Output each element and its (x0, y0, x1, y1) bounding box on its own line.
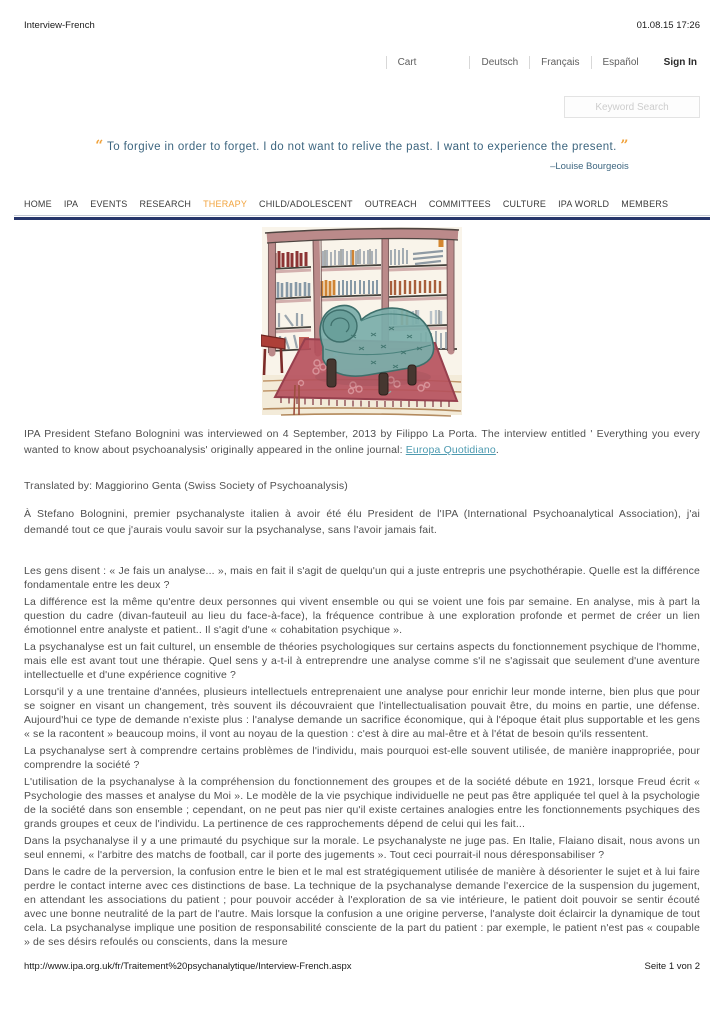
freud-couch-illustration (261, 225, 463, 417)
lead-paragraph: À Stefano Bolognini, premier psychanalyste italien à avoir été élu President de l'IPA (International Psychoanalytical Association), j'ai demandé tout ce que j'aurais voulu savoir sur la psychanalyse, sans l'avoir jamais fait. (24, 508, 700, 536)
translated-by: Translated by: Maggiorino Genta (Swiss Society of Psychoanalysis) (24, 480, 348, 492)
qa-paragraph: Dans la psychanalyse il y a une primauté du psychique sur la morale. Le psychanalyste ne juge pas. En Italie, Flaiano disait, nous avons un seul ennemi, « l'arbitre des matchs de football, car il porte des jugements ». Tout ceci pourrait-il nous déresponsabiliser ? (24, 835, 700, 861)
nav-item-child-adolescent[interactable]: CHILD/ADOLESCENT (259, 199, 353, 209)
nav-item-ipa-world[interactable]: IPA WORLD (558, 199, 610, 209)
open-quote-mark-icon: “ (95, 138, 104, 154)
qa-paragraph: Les gens disent : « Je fais un analyse... », mais en fait il s'agit de quelqu'un qui a juste entrepris une psychothérapie. Quelle est la différence fondamentale entre les deux ? (24, 565, 700, 591)
close-quote-mark-icon: ” (620, 138, 629, 154)
cart-link[interactable]: Cart (397, 57, 417, 68)
article-body (24, 426, 700, 952)
nav-item-members[interactable]: MEMBERS (621, 199, 669, 209)
print-footer (24, 961, 700, 972)
language-deutsch-link[interactable]: Deutsch (481, 57, 519, 68)
language-espanol-link[interactable]: Español (602, 57, 639, 68)
qa-paragraph: L'utilisation de la psychanalyse à la compréhension du fonctionnement des groupes et de la société débute en 1921, lorsque Freud écrit « Psychologie des masses et analyse du Moi ». Le modèle de la vie psychique individuelle ne peut pas être appliquée tel quel à la psychologie de la société dans son ensemble ; cependant, on ne peut pas nier qu'il existe certaines analogies entre les fonctionnements psychiques des grands groupes et ceux de l'individu. La pertinence de ces rapprochements dépend de celui qui les fait... (24, 776, 700, 830)
quote-banner (0, 138, 724, 174)
europa-quotidiano-link[interactable]: Europa Quotidiano (405, 444, 496, 456)
nav-item-therapy[interactable]: THERAPY (203, 199, 248, 209)
article-intro (24, 426, 700, 458)
print-footer-url: http://www.ipa.org.uk/fr/Traitement%20psychanalytique/Interview-French.aspx (24, 961, 352, 972)
keyword-search-input[interactable] (564, 96, 700, 118)
quote-attribution: –Louise Bourgeois (550, 161, 629, 172)
qa-paragraph: La psychanalyse est un fait culturel, un ensemble de théories psychologiques sur certains aspects du fonctionnement psychique de l'homme, mais elle est avant tout une thérapie. Quel sens y a-t-il à entreprendre une analyse comme s'il ne s'agissait que seulement d'une aventure intellectuelle et d'une expérience cognitive ? (24, 641, 700, 681)
nav-item-outreach[interactable]: OUTREACH (364, 199, 417, 209)
quote-text: “ To forgive in order to forget. I do not want to relive the past. I want to experience the present. ” (95, 138, 629, 154)
utility-toolbar (386, 55, 697, 70)
nav-item-committees[interactable]: COMMITTEES (428, 199, 491, 209)
nav-item-ipa[interactable]: IPA (63, 199, 79, 209)
intro-text: IPA President Stefano Bolognini was interviewed on 4 September, 2013 by Filippo La Porta. The interview entitled ' Everything you every wanted to know about psychoanalysis' originally appeared in the online journal: (24, 428, 700, 456)
qa-paragraph: Lorsqu'il y a une trentaine d'années, plusieurs intellectuels entreprenaient une analyse pour enrichir leur monde interne, bien plus que pour se soigner en visant un changement, très souvent ils découvraient que l'intellectualisation pouvait être, du moins en partie, une défense. Aujourd'hui ce type de demande n'existe plus : l'analyse demande un sacrifice économique, qui à l'époque était plus supportable et les gens « se la racontent » beaucoup moins, il vont au noyau de la question : c'est à dire au mal-être et à l'état de besoin qu'ils ressentent. (24, 686, 700, 740)
qa-paragraph: La différence est la même qu'entre deux personnes qui vivent ensemble ou qui se voient une fois par semaine. En analyse, mis à part la question du cadre (divan-fauteuil au lieu du face-à-face), la fréquence contribue à une exploration profonde et permet de créer un lien émotionnel entre analyste et patient.. Il s'agit d'une « cohabitation psychique ». (24, 596, 700, 636)
print-footer-page-number: Seite 1 von 2 (644, 961, 700, 972)
print-header-datetime: 01.08.15 17:26 (636, 20, 700, 31)
qa-paragraph: Dans le cadre de la perversion, la confusion entre le bien et le mal est stratégiquement utilisée de manière à désorienter le sujet et à lui faire perdre le contact interne avec ces distinctions de base. La technique de la psychanalyse demande l'exercice de la suspension du jugement, en attendant les associations du patient ; pour pouvoir accéder à l'exploration de sa vie intérieure, le patient doit pouvoir se sentir écouté avec une bonne neutralité de la part de l'autre. Mais lorsque la confusion a une origine perverse, l'analyste doit éclaircir la dynamique de tout cela. La psychanalyse implique une position de responsabilité consciente de la part du patient : par exemple, le patient n'est pas « coupable » de ses désirs refoulés ou conscients, dans la mesure (24, 866, 700, 948)
nav-item-home[interactable]: HOME (24, 199, 52, 209)
nav-divider-navy (14, 217, 710, 220)
sign-in-link[interactable]: Sign In (663, 57, 697, 68)
main-nav (24, 199, 700, 209)
intro-period: . (495, 444, 499, 456)
nav-divider-light (14, 215, 710, 216)
nav-item-research[interactable]: RESEARCH (139, 199, 192, 209)
nav-item-culture[interactable]: CULTURE (502, 199, 547, 209)
qa-paragraph: La psychanalyse sert à comprendre certains problèmes de l'individu, mais pourquoi est-elle souvent utilisée, de manière inappropriée, pour comprendre la société ? (24, 745, 700, 771)
nav-item-events[interactable]: EVENTS (90, 199, 128, 209)
print-header-title: Interview-French (24, 20, 95, 31)
print-header (24, 20, 700, 31)
language-francais-link[interactable]: Français (541, 57, 580, 68)
